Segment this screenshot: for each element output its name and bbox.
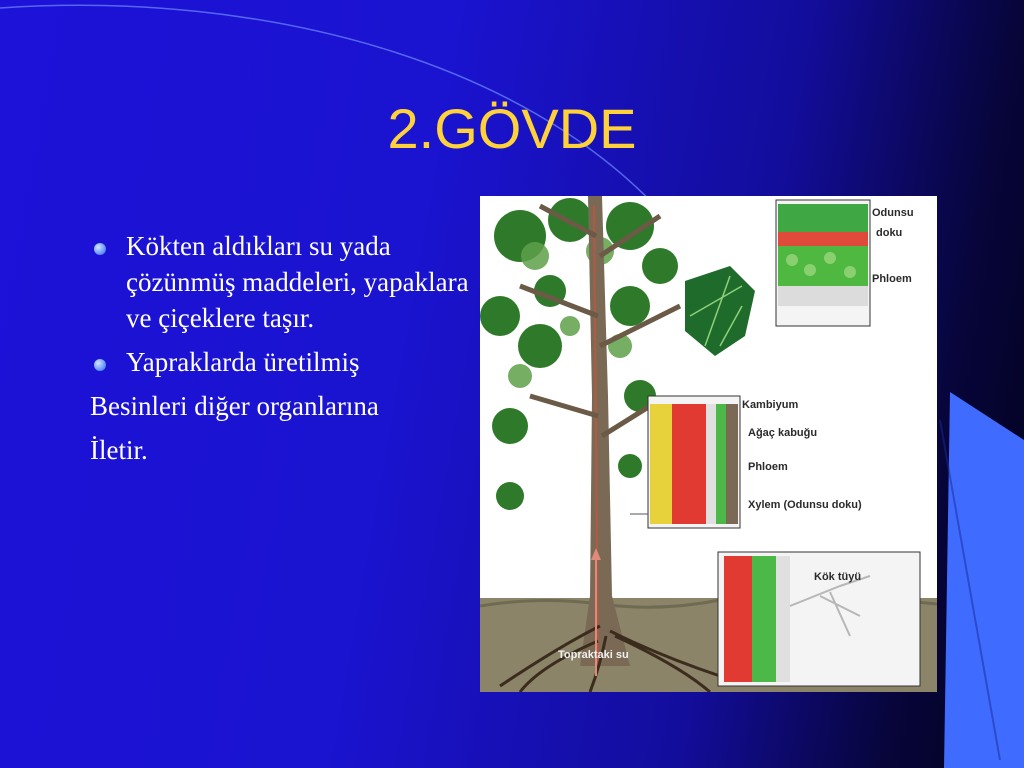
label-phloem-mid: Phloem [748,461,788,473]
slide-title: 2.GÖVDE [387,97,637,160]
label-kambiyum: Kambiyum [742,399,799,411]
slide-body [90,228,470,476]
label-odunsu-doku: Odunsu [872,207,914,219]
bullet-item [90,228,470,336]
label-topraktaki-su: Topraktaki su [558,649,629,661]
bullet-text: Yapraklarda üretilmiş [126,347,360,377]
bullet-dot-icon [94,243,106,255]
paragraph: Besinleri diğer organlarına [90,391,379,421]
tree-stem-diagram [480,196,937,692]
label-kok-tuyu: Kök tüyü [814,571,862,583]
label-xylem: Xylem (Odunsu doku) [748,499,862,511]
label-agac-kabugu: Ağaç kabuğu [748,427,818,439]
bullet-text: Kökten aldıkları su yada çözünmüş maddeleri, yapaklara ve çiçeklere taşır. [126,231,469,333]
label-phloem-top: Phloem [872,273,912,285]
tree-illustration [480,196,937,692]
bullet-dot-icon [94,359,106,371]
bullet-item [90,344,470,380]
label-odunsu-doku-2: doku [876,227,903,239]
paragraph: İletir. [90,435,148,465]
